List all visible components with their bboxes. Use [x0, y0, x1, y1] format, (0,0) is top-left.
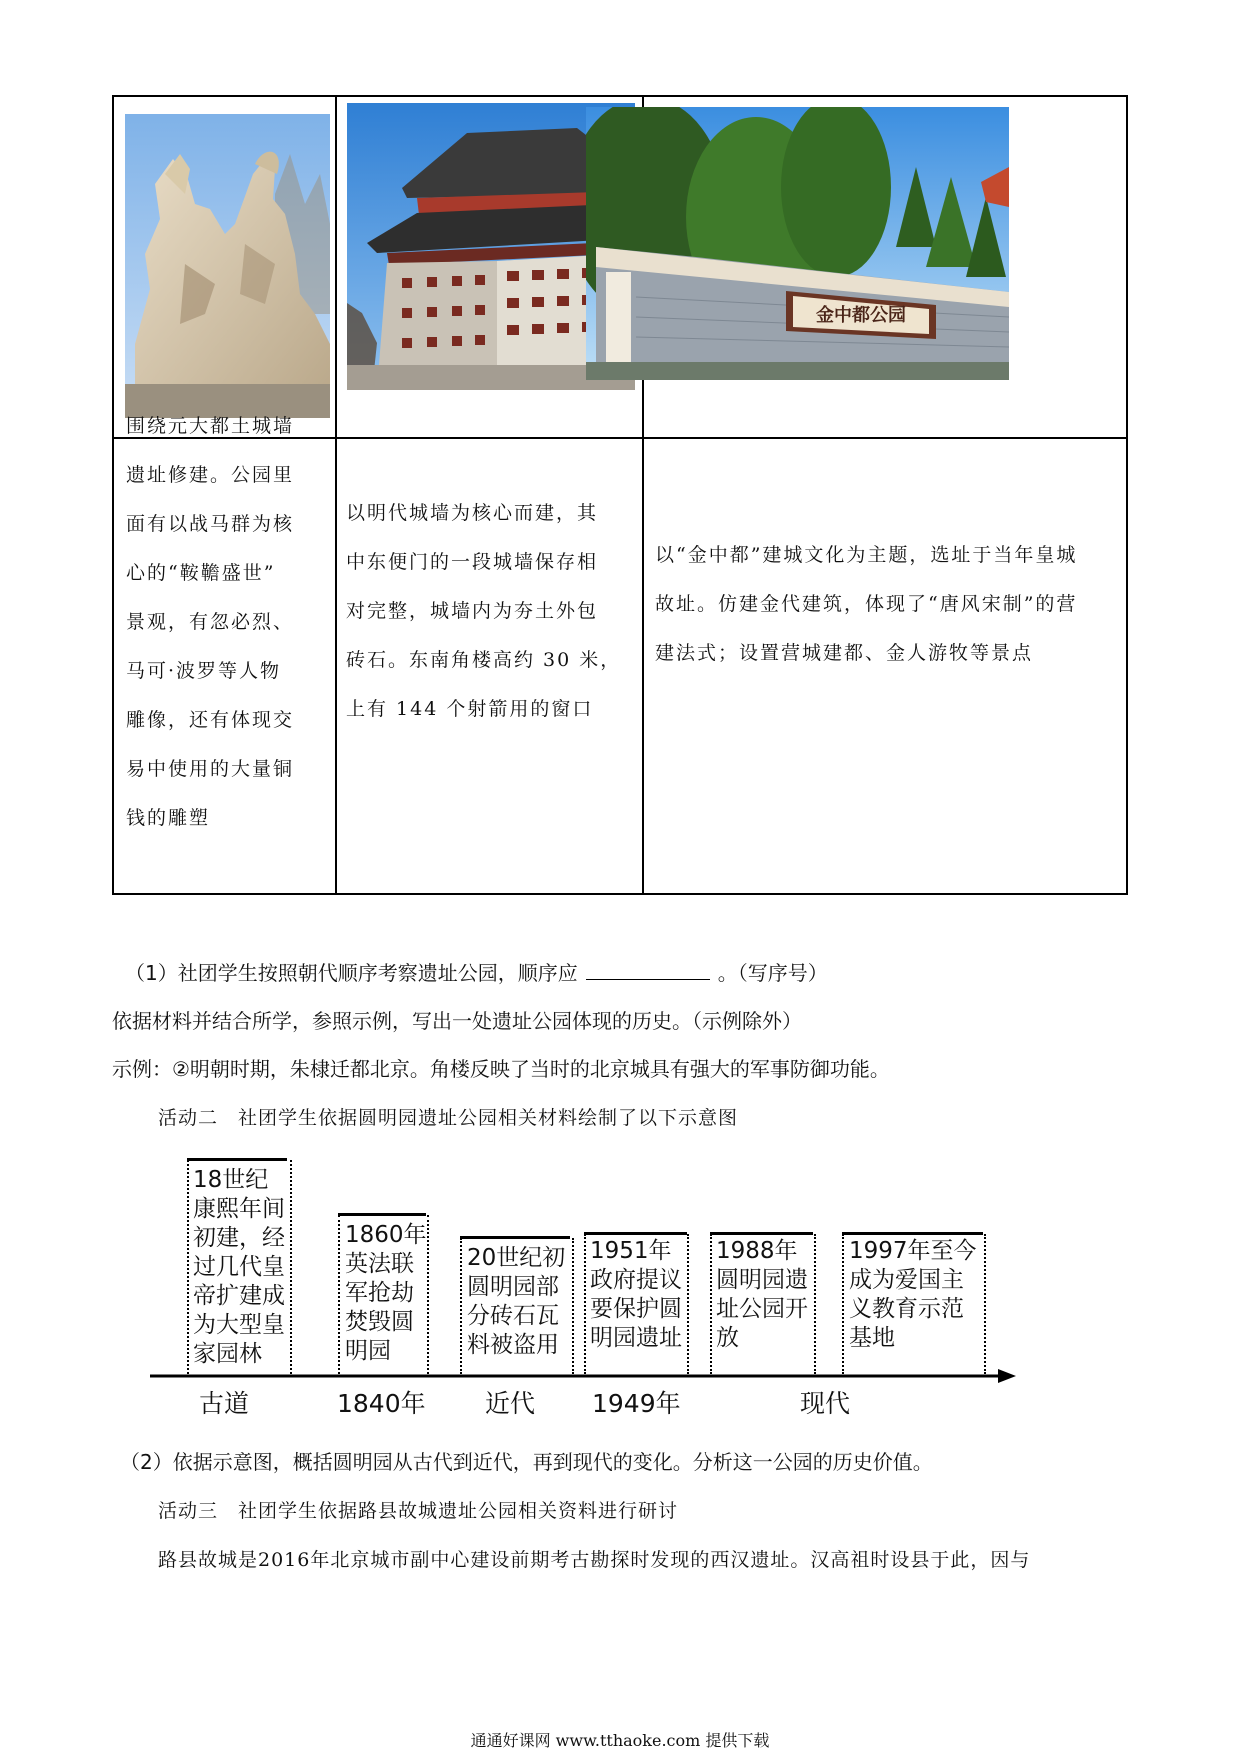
event-5-bar [710, 1232, 813, 1235]
event-4-bar [584, 1232, 687, 1235]
table-border-bottom [112, 893, 1128, 895]
answer-blank[interactable] [586, 961, 710, 980]
question-2: （2）依据示意图，概括圆明园从古代到近代，再到现代的变化。分析这一公园的历史价值。 [120, 1450, 933, 1474]
table-divider-1 [335, 95, 337, 895]
event-4-left-dash [584, 1234, 586, 1374]
activity-3-paragraph: 路县故城是2016年北京城市副中心建设前期考古勘探时发现的西汉遗址。汉高祖时设县于此，因与 [158, 1549, 1031, 1571]
table-border-top [112, 95, 1128, 97]
caption-site-3: 以“金中都”建城文化为主题，选址于当年皇城 故址。仿建金代建筑，体现了“唐风宋制”的营 建法式；设置营城建都、金人游牧等景点 [655, 544, 1078, 664]
axis-label-ancient: 古道 [199, 1389, 250, 1418]
event-6-left-dash [842, 1234, 844, 1374]
event-6-text: 1997年至今 成为爱国主 义教育示范 基地 [849, 1238, 977, 1351]
axis-arrow-icon [998, 1369, 1016, 1383]
page-footer: 通通好课网 www.tthaoke.com 提供下载 [470, 1731, 770, 1750]
event-3-text: 20世纪初 圆明园部 分砖石瓦 料被盗用 [467, 1245, 566, 1358]
timeline-axis [150, 1364, 1020, 1388]
activity-2-heading: 活动二 社团学生依据圆明园遗址公园相关材料绘制了以下示意图 [158, 1107, 739, 1129]
axis-label-contemporary: 现代 [800, 1389, 851, 1418]
caption-site-2: 以明代城墙为核心而建，其 中东便门的一段城墙保存相 对完整，城墙内为夯土外包 砖石。东南角楼高约 30 米， 上有 144 个射箭用的窗口 [346, 502, 622, 720]
event-2-text: 1860年 英法联 军抢劫 焚毁圆 明园 [345, 1222, 427, 1364]
event-5-left-dash [710, 1234, 712, 1374]
axis-label-1840: 1840年 [337, 1389, 426, 1418]
caption-site-1: 围绕元大都土城墙 遗址修建。公园里 面有以战马群为核 心的“鞍韂盛世” 景观，有忽必烈、 马可·波罗等人物 雕像，还有体现交 易中使用的大量铜 钱的雕塑 [126, 415, 295, 829]
event-1-text: 18世纪 康熙年间 初建，经 过几代皇 帝扩建成 为大型皇 家园林 [193, 1167, 285, 1367]
jinzhongdu-park-photo-frame [586, 107, 1009, 380]
park-sign-text: 金中都公园 [816, 305, 906, 326]
event-2-left-dash [338, 1215, 340, 1374]
event-3-left-dash [460, 1238, 462, 1374]
event-1-bar [187, 1158, 287, 1161]
event-2-bar [338, 1213, 426, 1216]
axis-label-modern-era: 近代 [485, 1389, 536, 1418]
question-1-hint: 。（写序号） [717, 961, 828, 985]
axis-label-1949: 1949年 [592, 1389, 681, 1418]
event-5-text: 1988年 圆明园遗 址公园开 放 [716, 1238, 808, 1351]
event-1-left-dash [187, 1160, 189, 1374]
question-1-line [125, 957, 828, 986]
table-border-left [112, 95, 114, 895]
material-table [112, 95, 1128, 895]
question-1-instruction: 依据材料并结合所学，参照示例，写出一处遗址公园体现的历史。（示例除外） [112, 1009, 802, 1033]
event-6-bar [842, 1232, 983, 1235]
question-1-text: （1）社团学生按照朝代顺序考察遗址公园，顺序应 [125, 961, 578, 985]
event-4-text: 1951年 政府提议 要保护圆 明园遗址 [590, 1238, 682, 1351]
statue-photo [125, 114, 330, 418]
event-3-bar [460, 1236, 570, 1239]
question-1-example: 示例：②明朝时期，朱棣迁都北京。角楼反映了当时的北京城具有强大的军事防御功能。 [112, 1057, 890, 1081]
activity-3-heading: 活动三 社团学生依据路县故城遗址公园相关资料进行研讨 [158, 1500, 679, 1522]
